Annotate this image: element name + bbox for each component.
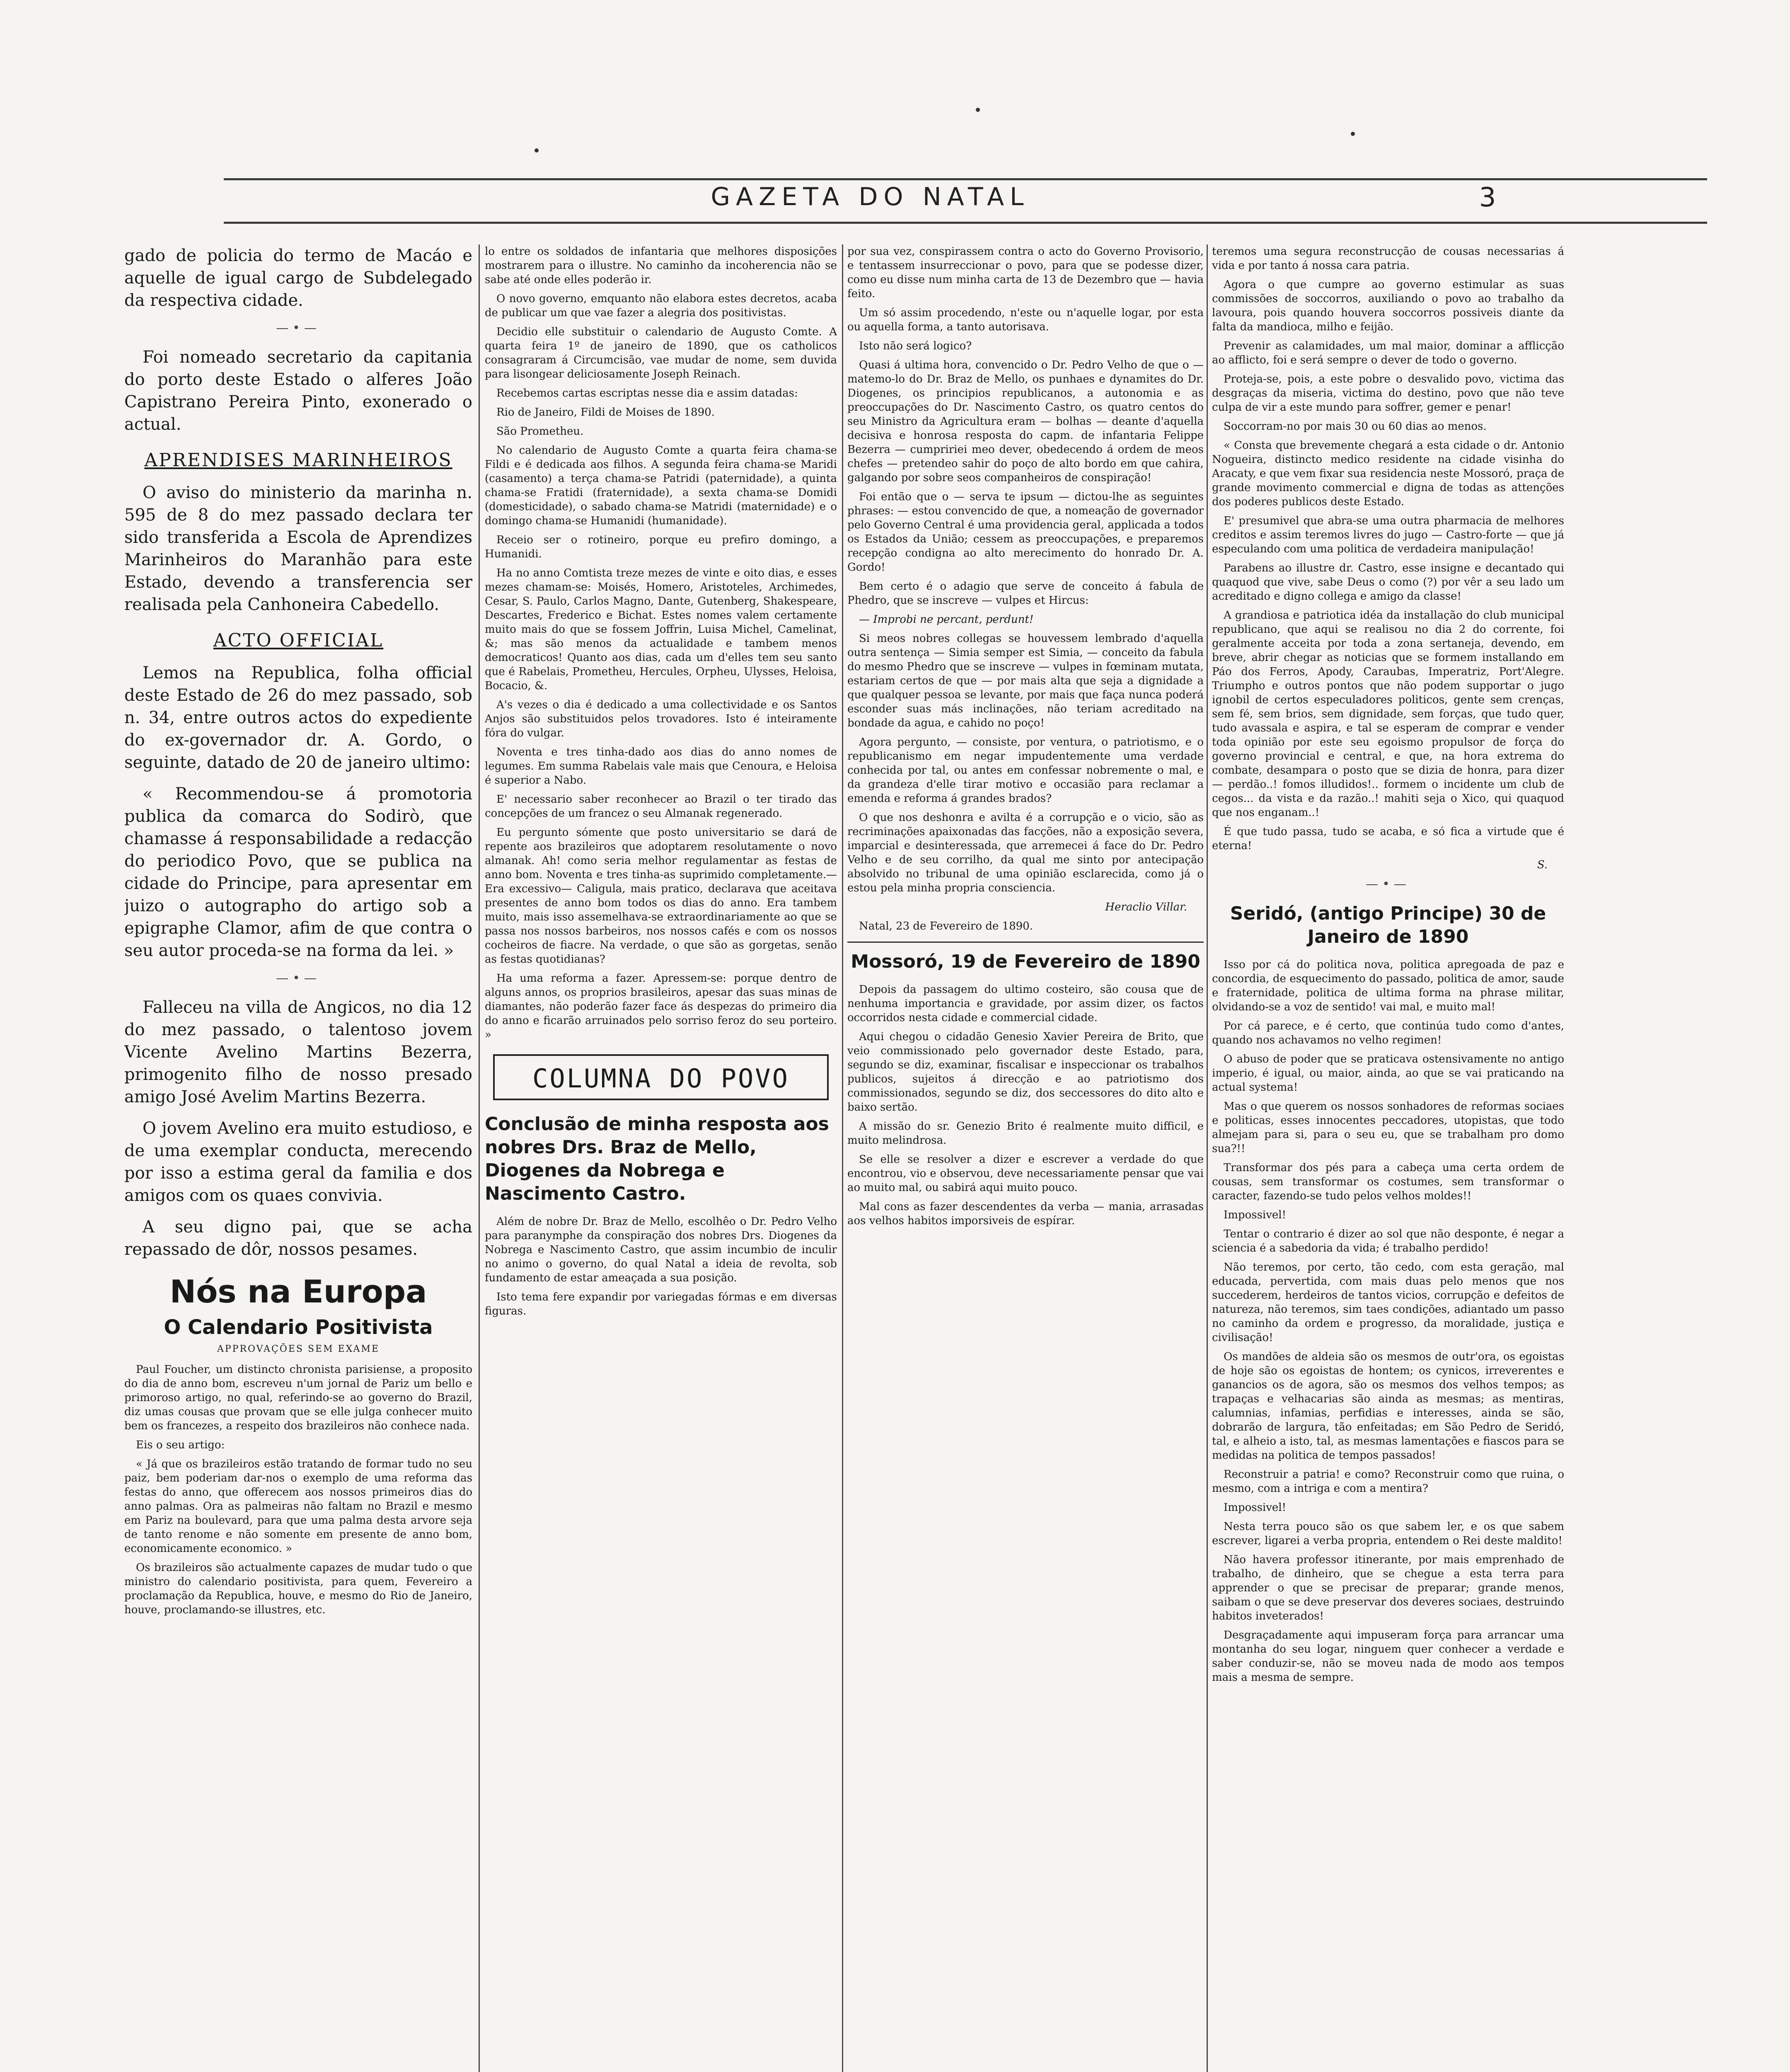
article-text: lo entre os soldados de infantaria que melhores disposições mostrarem para o illustre. No caminho da incoherencia não se sabe até onde elles poderão ir. — [485, 245, 837, 286]
article-text: Eu pergunto sómente que posto universitario se dará de repente aos brazileiros que adoptarem resolutamente o novo almanak. Ah! como seria melhor regulamentar as festas de anno bom. Noventa e tres tinha-as suprimido completamente.— Era excessivo— Caligula, mais pratico, declarava que aceitava presentes de anno bom todos os dias do anno. Era tambem muito, mais isso assemelhava-se extraordinariamente ao que se passa nos nossos barbeiros, nos nossos cafés e com os nossos cocheiros de fiacre. Na verdade, o que são as gorgetas, senão as festas quotidianas? — [485, 826, 837, 966]
column-divider — [842, 244, 843, 2072]
column-1 — [124, 244, 472, 2072]
article-text: Os mandões de aldeia são os mesmos de outr'ora, os egoistas de hoje são os egoistas de hontem; os cynicos, irreverentes e ganancios os de agora, são os mesmos dos velhos tempos; as trapaças e velhacarias são ainda as mesmas; as mentiras, calumnias, infamias, perfidias e interesses, ainda se são, dobrarão de largura, tão enfeitadas; em São Pedro de Seridó, tal, e alheio a isto, tal, as mesmas lamentações e fiascos para se medidas na politica de tempos passados! — [1212, 1351, 1564, 1462]
article-text: Os brazileiros são actualmente capazes de mudar tudo o que ministro do calendario positivista, para quem, Fevereiro a proclamação da Republica, houve, e mesmo do Rio de Janeiro, houve, proclamando-se illustres, etc. — [124, 1561, 472, 1616]
article-text: Impossivel! — [1224, 1501, 1287, 1514]
article-heading-serido: Seridó, (antigo Principe) 30 de Janeiro de 1890 — [1230, 903, 1546, 947]
article-heading-mossoro: Mossoró, 19 de Fevereiro de 1890 — [847, 942, 1204, 973]
article-text: teremos uma segura reconstrucção de cousas necessarias á vida e por tanto á nossa cara patria. — [1212, 245, 1564, 272]
scan-speck — [1351, 132, 1355, 136]
article-text: Além de nobre Dr. Braz de Mello, escolhêo o Dr. Pedro Velho para paranymphe da conspiração dos nobres Drs. Diogenes da Nobrega e Nascimento Castro, que assim incumbio de inculir no animo o governo, do qual Natal a ideia de revolta, sob fundamento de estar ameaçada a sua posição. — [485, 1215, 837, 1284]
article-text: Reconstruir a patria! e como? Reconstruir como que ruina, o mesmo, com a intriga e com a mentira? — [1212, 1468, 1564, 1495]
article-text: A seu digno pai, que se acha repassado de dôr, nossos pesames. — [124, 1218, 472, 1259]
article-text: Si meos nobres collegas se houvessem lembrado d'aquella outra sentença — Simia semper est Simia, — conceito da fabula do mesmo Phedro que se inscreve — vulpes in fœminam mutata, estariam certos de que — por mais alta que seja a dignidade a que qualquer pessoa se levante, por mais que faça nunca poderá esconder suas más inclinações, não teriam acreditado na bondade da agua, e cahido no poço! — [847, 632, 1204, 729]
article-text: São Prometheu. — [496, 425, 584, 438]
article-text: Aqui chegou o cidadão Genesio Xavier Pereira de Brito, que veio commissionado pelo governador deste Estado, para, segundo se diz, examinar, fiscalisar e inspeccionar os trabalhos publicos, sujeitos á direcção e ao patriotismo dos commissionados, segundo se diz, dos seccessores do dito alto e baixo sertão. — [847, 1031, 1204, 1113]
page-number: 3 — [1479, 182, 1496, 213]
section-heading-acto: ACTO OFFICIAL — [213, 630, 384, 651]
article-text: Depois da passagem do ultimo costeiro, são cousa que de nenhuma importancia e gravidade, por assim dizer, os factos occorridos nesta cidade e commercial cidade. — [847, 983, 1204, 1024]
article-text: A's vezes o dia é dedicado a uma collectividade e os Santos Anjos são substituidos pelos trovadores. Isto é inteiramente fóra do vulgar. — [485, 699, 837, 739]
article-text: Bem certo é o adagio que serve de conceito á fabula de Phedro, que se inscreve — vulpes et Hircus: — [847, 580, 1204, 607]
article-text: Parabens ao illustre dr. Castro, esse insigne e decantado qui quaquod que vive, sabe Deus o como (?) por vêr a seu lado um acreditado e digno collega e amigo da classe! — [1212, 562, 1564, 603]
article-text: Foi nomeado secretario da capitania do porto deste Estado o alferes João Capistrano Pereira Pinto, exonerado o actual. — [124, 348, 472, 434]
article-text: Transformar dos pés para a cabeça uma certa ordem de cousas, sem transformar os costumes, sem transformar o caracter, fazendo-se tudo pelos velhos moldes!! — [1212, 1162, 1564, 1202]
article-text: Foi então que o — serva te ipsum — dictou-lhe as seguintes phrases: — estou convencido de que, a nomeação de governador pelo Governo Central é uma providencia geral, applicada a todos os Estados da União; cessem as preoccupações, e preparemos recepção condigna ao alto merecimento do honrado Dr. A. Gordo! — [847, 491, 1204, 574]
article-text: A grandiosa e patriotica idéa da installação do club municipal republicano, que aqui se realisou no dia 2 do corrente, foi geralmente acceita por toda a zona sertaneja, devendo, em breve, abrir chegar as noticias que se formem installando em Páo dos Ferros, Apody, Caraubas, Imperatriz, Port'Alegre. Triumpho e outros pontos que não podem supportar o jugo ignobil de certos especuladores politicos, gente sem crenças, sem fé, sem brios, sem dignidade, sem forças, que tudo quer, tudo avassala e aspira, e tal se esperam de comprar e vender toda opinião por este seu egoismo propulsor de força do governo provincial e central, e que, na hora extrema do combate, desampara o posto que se dizia de honra, para dizer — perdão..! fomos illudidos!.. formem o incidente um club de cegos... da vista e da razão..! mahiti seja o Xico, qui quaquod que nos enganam..! — [1212, 609, 1564, 819]
article-text: O aviso do ministerio da marinha n. 595 de 8 do mez passado declara ter sido transferida a Escola de Aprendizes Marinheiros do Maranhão para este Estado, devendo a transferencia ser realisada pela Canhoneira Cabedello. — [124, 483, 472, 614]
article-heading-conclusao: Conclusão de minha resposta aos nobres Drs. Braz de Mello, Diogenes da Nobrega e Nascimento Castro. — [485, 1113, 829, 1204]
article-text: O abuso de poder que se praticava ostensivamente no antigo imperio, é igual, ou maior, ainda, ao que se vai praticando na actual systema! — [1212, 1053, 1564, 1094]
article-text: Lemos na Republica, folha official deste Estado de 26 do mez passado, sob n. 34, entre outros actos do expediente do ex-governador dr. A. Gordo, o seguinte, datado de 20 de janeiro ultimo: — [124, 663, 472, 772]
article-text: Ha no anno Comtista treze mezes de vinte e oito dias, e esses mezes chamam-se: Moisés, Homero, Aristoteles, Archimedes, Cesar, S. Paulo, Carlos Magno, Dante, Gutenberg, Shakespeare, Descartes, Frederico e Bichat. Estes nomes valem certamente muito mais do que se fossem Joffrin, Luisa Michel, Camelinat, &; mas são menos da actualidade e tambem menos democraticos! Quanto aos dias, cada um d'elles tem seu santo que é Rabelais, Prometheu, Hercules, Orpheu, Ulysses, Heloisa, Bocacio, &. — [485, 567, 837, 692]
headline-europa: Nós na Europa — [169, 1273, 427, 1310]
divider-ornament: —•— — [276, 321, 321, 335]
article-text: Isto não será logico? — [859, 340, 972, 352]
article-text: « Consta que brevemente chegará a esta cidade o dr. Antonio Nogueira, distincto medico residente na cidade visinha do Aracaty, e que vem fixar sua residencia neste Mossoró, praça de grande movimento commercial e digna de todas as attenções dos poderes publicos deste Estado. — [1212, 439, 1564, 508]
article-text: por sua vez, conspirassem contra o acto do Governo Provisorio, e tentassem insurreccionar o povo, para que se podesse dizer, como eu disse num minha carta de 13 de Dezembro que — havia feito. — [847, 245, 1204, 300]
column-2 — [485, 244, 837, 2072]
article-text: No calendario de Augusto Comte a quarta feira chama-se Fildi e é dedicada aos filhos. A segunda feira chama-se Maridi (casamento) a terça chama-se Patridi (paternidade), a quinta chama-se Fratidi (fraternidade), a sexta chama-se Domidi (domesticidade), o sabado chama-se Matridi (maternidade) e o domingo chama-se Humanidi (humanidade). — [485, 444, 837, 527]
article-text: Por cá parece, e é certo, que continúa tudo como d'antes, quando nos achavamos no velho regimen! — [1212, 1020, 1564, 1046]
article-text: Eis o seu artigo: — [136, 1439, 225, 1451]
article-text: E' necessario saber reconhecer ao Brazil o ter tirado das concepções de um francez o seu Almanak regenerado. — [485, 793, 837, 820]
article-text: É que tudo passa, tudo se acaba, e só fica a virtude que é eterna! — [1212, 825, 1564, 852]
article-text: Paul Foucher, um distincto chronista parisiense, a proposito do dia de anno bom, escreveu n'um jornal de Pariz um bello e primoroso artigo, no qual, referindo-se ao governo do Brazil, diz umas cousas que provam que se elle julga conhecer muito bem os francezes, a respeito dos brazileiros não conhece nada. — [124, 1363, 472, 1432]
article-text: Receio ser o rotineiro, porque eu prefiro domingo, a Humanidi. — [485, 534, 837, 560]
article-text: Decidio elle substituir o calendario de Augusto Comte. A quarta feira 1º de janeiro de 1890, que os catholicos consagraram á Circumcisão, vae mudar de nome, sem duvida para lisongear deliciosamente Joseph Reinach. — [485, 326, 837, 380]
article-text: Isso por cá do politica nova, politica apregoada de paz e concordia, de esquecimento do passado, politica de amor, saude e fraternidade, politica de ultima forma na phrase militar, olvidando-se a voz de sentido! vai mal, e muito mal! — [1212, 959, 1564, 1013]
article-text: Não teremos, por certo, tão cedo, com esta geração, mal educada, pervertida, com mais duas pelo menos que nos succederem, herdeiros de tantos vicios, corrupção e defeitos de natureza, não teremos, sim taes condições, adiantado um passo no caminho da ordem e progresso, da moralidade, justiça e civilisação! — [1212, 1261, 1564, 1344]
article-text: Tentar o contrario é dizer ao sol que não desponte, é negar a sciencia é a sabedoria da vida; é trabalho perdido! — [1212, 1228, 1564, 1254]
divider-ornament: —•— — [1366, 877, 1410, 891]
article-text: Prevenir as calamidades, um mal maior, dominar a afflicção ao afflicto, foi e será sempre o dever de todo o governo. — [1212, 340, 1564, 366]
article-text: « Recommendou-se á promotoria publica da comarca do Sodirò, que chamasse á responsabilidade a redacção do periodico Povo, que se publica na cidade do Principe, para apresentar em juizo o autographo do artigo sob a epigraphe Clamor, afim de que contra o seu autor proceda-se na forma da lei. » — [124, 784, 472, 960]
column-3 — [847, 244, 1204, 2072]
article-text: Impossivel! — [1224, 1209, 1287, 1221]
divider-ornament: —•— — [276, 971, 321, 985]
article-text: Ha uma reforma a fazer. Apressem-se: porque dentro de alguns annos, os proprios brasileiros, apesar das suas minas de diamantes, não poderão fazer face ás despezas do primeiro dia do anno e ficarão arruinados pelo sorriso feroz do seu porteiro. » — [485, 972, 837, 1041]
article-text: O que nos deshonra e avilta é a corrupção e o vicio, são as recriminações apaixonadas das facções, não a exposição severa, imparcial e desinteressada, que arremecei á face do Dr. Pedro Velho e de seu corrilho, da qual me sinto por antecipação absolvido no tribunal de uma opinião esclarecida, como já o estou pela minha propria consciencia. — [847, 811, 1204, 894]
article-text: Nesta terra pouco são os que sabem ler, e os que sabem escrever, ligarei a verba propria, entendem o Rei deste maldito! — [1212, 1520, 1564, 1547]
article-text: Falleceu na villa de Angicos, no dia 12 do mez passado, o talentoso jovem Vicente Avelino Martins Bezerra, primogenito filho de nosso presado amigo José Avelim Martins Bezerra. — [124, 998, 472, 1106]
scan-speck — [976, 108, 980, 112]
article-text: Desgraçadamente aqui impuseram força para arrancar uma montanha do seu logar, ninguem quer conhecer a verdade e saber conduzir-se, não se moveu nada de modo aos tempos mais a mesma de sempre. — [1212, 1629, 1564, 1684]
signature: S. — [1537, 859, 1548, 871]
article-text: Proteja-se, pois, a este pobre o desvalido povo, victima das desgraças da miseria, victima do destino, povo que não teve culpa de vir a este mundo para soffrer, gemer e penar! — [1212, 373, 1564, 414]
article-text: Noventa e tres tinha-dado aos dias do anno nomes de legumes. Em summa Rabelais vale mais que Cenoura, e Heloisa é superior a Nabo. — [485, 746, 837, 787]
signature: Heraclio Villar. — [1105, 901, 1187, 913]
article-text: Não havera professor itinerante, por mais emprenhado de trabalho, de dinheiro, que se chegue a esta terra para apprender o que se precisar de preparar; grande menos, saibam o que se deve preservar dos deveres sociaes, destruindo habitos inveterados! — [1212, 1554, 1564, 1622]
subheadline-calendario: O Calendario Positivista — [164, 1316, 433, 1339]
section-heading-aprendizes: APRENDISES MARINHEIROS — [144, 450, 452, 471]
article-text: gado de policia do termo de Macáo e aquelle de igual cargo de Subdelegado da respectiva cidade. — [124, 246, 472, 310]
article-text: O jovem Avelino era muito estudioso, e de uma exemplar conducta, merecendo por isso a estima geral da familia e dos amigos com os quaes convivia. — [124, 1119, 472, 1205]
kicker-caps: APPROVAÇÕES SEM EXAME — [217, 1344, 380, 1354]
article-text: Quasi á ultima hora, convencido o Dr. Pedro Velho de que o — matemo-lo do Dr. Braz de Mello, os punhaes e dynamites do Dr. Diogenes, os principios republicanos, a autonomia e as preoccupações do Dr. Nascimento Castro, os quatro centos do seu Ministro da Agricultura eram — bolhas — deante d'aquella decisiva e honrosa resposta do capm. de infantaria Felippe Bezerra — cumpririei meo dever, obedecendo á ordem de meos chefes — pretendeo sahir do poço de alto bordo em que cahira, galgando por sobre seos companheiros de conspiração! — [847, 359, 1204, 484]
column-divider — [479, 244, 480, 2072]
article-text: Agora pergunto, — consiste, por ventura, o patriotismo, e o republicanismo em negar impudentemente uma verdade conhecida por tal, ou antes em confessar nobremente o mal, e da grandeza d'elle tirar motivo e occasião para reclamar a emenda e reforma á grandes brados? — [847, 736, 1204, 805]
newspaper-title: GAZETA DO NATAL — [711, 182, 1030, 211]
column-4 — [1212, 244, 1564, 2072]
article-text: — Improbi ne percant, perdunt! — [859, 613, 1034, 626]
article-text: Mal cons as fazer descendentes da verba — mania, arrasadas aos velhos habitos imporsiveis de espírar. — [847, 1201, 1204, 1227]
scan-speck — [535, 148, 539, 152]
column-divider — [1207, 244, 1208, 2072]
header-rule-bottom — [224, 222, 1707, 224]
article-text: Soccorram-no por mais 30 ou 60 dias ao menos. — [1224, 420, 1487, 433]
dateline: Natal, 23 de Fevereiro de 1890. — [859, 920, 1033, 932]
article-text: Recebemos cartas escriptas nesse dia e assim datadas: — [496, 387, 798, 399]
article-text: A missão do sr. Genezio Brito é realmente muito difficil, e muito melindrosa. — [847, 1120, 1204, 1147]
header-rule-top — [224, 178, 1707, 180]
article-text: Se elle se resolver a dizer e escrever a verdade do que encontrou, vio e observou, deve necessariamente pensar que vai ao muito mal, ou sabirá aqui muito pouco. — [847, 1153, 1204, 1194]
article-text: Um só assim procedendo, n'este ou n'aquelle logar, por esta ou aquella forma, a tanto autorisava. — [847, 307, 1204, 333]
article-text: E' presumivel que abra-se uma outra pharmacia de melhores creditos e assim teremos livres do jugo — Castro-forte — que já especulando com uma politica de verdadeira manipulação! — [1212, 515, 1564, 555]
article-text: « Já que os brazileiros estão tratando de formar tudo no seu paiz, bem poderiam dar-nos o exemplo de uma reforma das festas do anno, que offerecem aos nossos primeiros dias do anno palmas. Ora as palmeiras não faltam no Brazil e mesmo em Pariz na boulevard, para que uma palma desta arvore seja de tanto renome e não somente em presente de anno bom, economicamente economico. » — [124, 1458, 472, 1555]
article-text: O novo governo, emquanto não elabora estes decretos, acaba de publicar um que vae fazer a alegria dos positivistas. — [485, 293, 837, 319]
column-heading-box: COLUMNA DO POVO — [493, 1054, 829, 1100]
article-text: Isto tema fere expandir por variegadas fórmas e em diversas figuras. — [485, 1291, 837, 1317]
article-text: Mas o que querem os nossos sonhadores de reformas sociaes e politicas, esses innocentes peccadores, utopistas, que todo almejam para si, para o seu eu, que se trabalham pro domo sua?!! — [1212, 1100, 1564, 1155]
article-text: Rio de Janeiro, Fildi de Moises de 1890. — [496, 406, 715, 419]
article-text: Agora o que cumpre ao governo estimular as suas commissões de soccorros, auxiliando o povo ao trabalho da lavoura, pois quando houvera soccorros possiveis diante da falta da mandioca, milho e feijão. — [1212, 278, 1564, 333]
